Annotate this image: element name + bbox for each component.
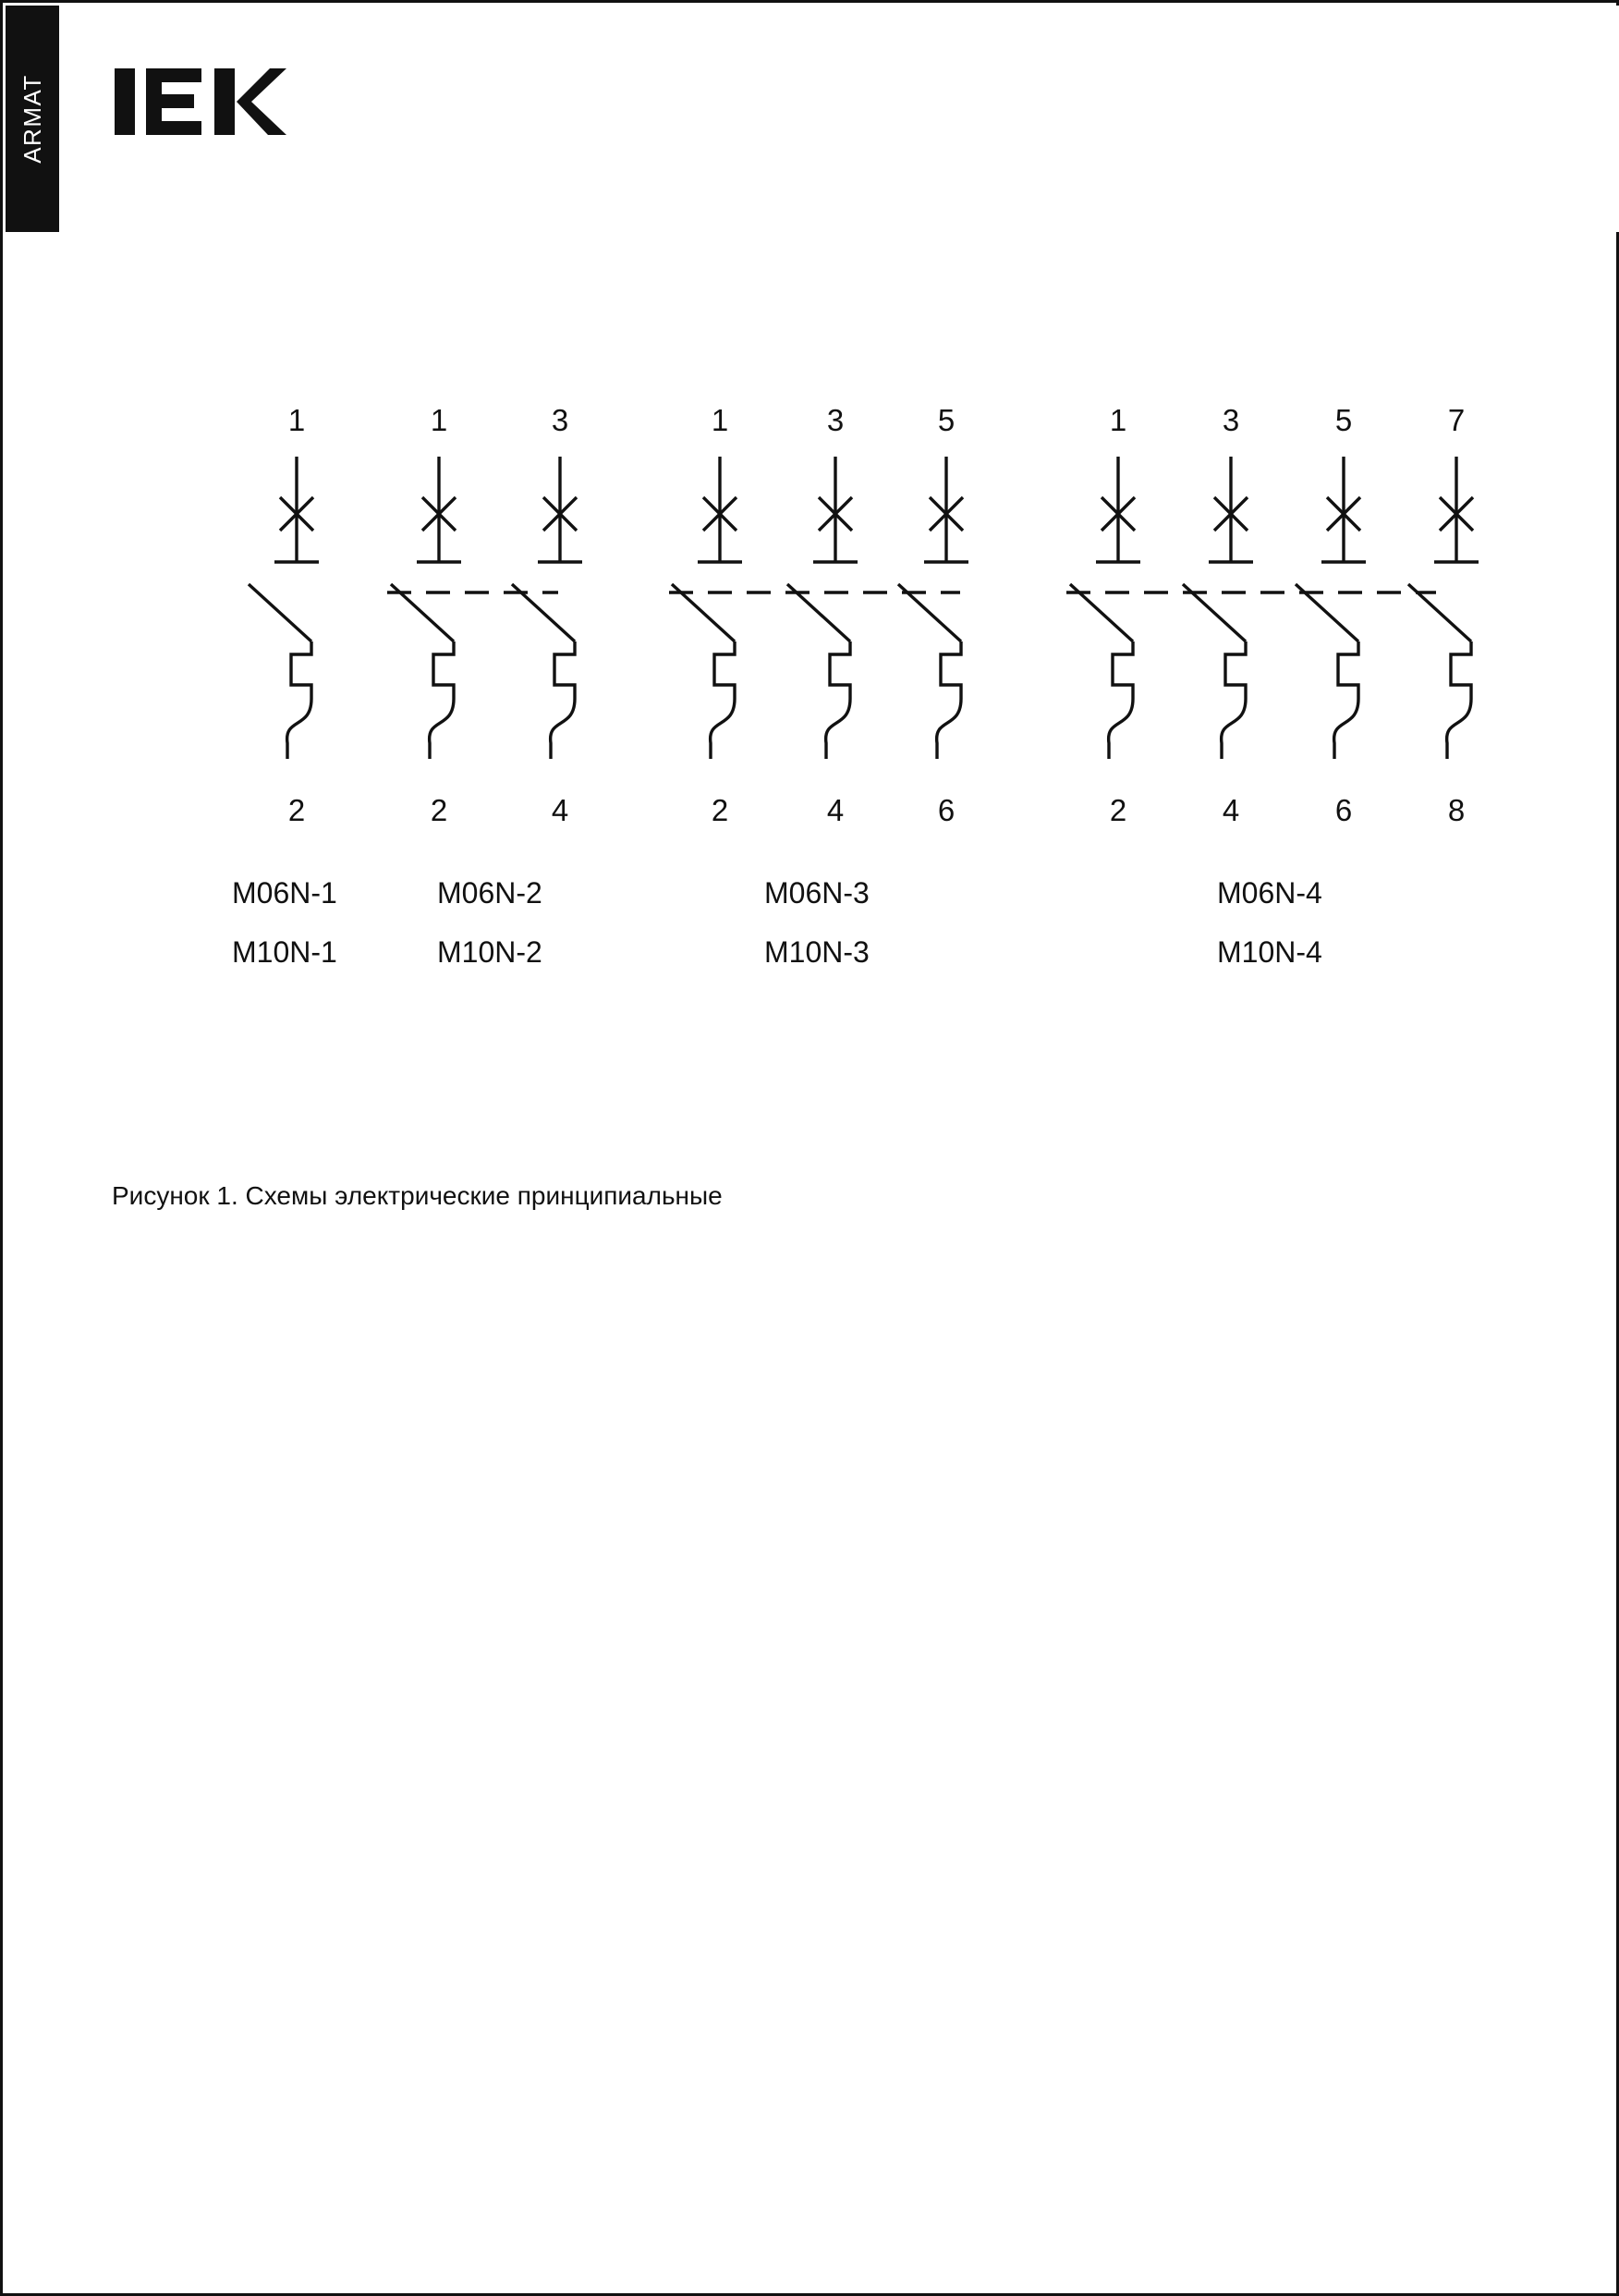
- terminal-label-top: 3: [1222, 403, 1240, 437]
- terminal-label-bottom: 4: [551, 793, 569, 827]
- terminal-label-top: 3: [551, 403, 569, 437]
- logo-header: [59, 6, 1619, 232]
- terminal-label-top: 1: [430, 403, 448, 437]
- terminal-label-bottom: 2: [711, 793, 729, 827]
- terminal-label-top: 3: [826, 403, 845, 437]
- model-label-06: M06N-1: [232, 876, 337, 910]
- terminal-label-bottom: 2: [287, 793, 306, 827]
- model-label-06: M06N-2: [437, 876, 542, 910]
- terminal-label-bottom: 6: [1334, 793, 1353, 827]
- model-label-10: M10N-2: [437, 935, 542, 969]
- pole-group-3: [669, 403, 968, 969]
- terminal-label-bottom: 4: [826, 793, 845, 827]
- iek-logo-icon: [111, 57, 286, 145]
- model-label-10: M10N-1: [232, 935, 337, 969]
- schematic-diagram: [59, 232, 1619, 2296]
- brand-sidebar-tab: [6, 6, 59, 232]
- terminal-label-top: 7: [1447, 403, 1466, 437]
- brand-series-label: ARMAT: [18, 74, 46, 164]
- model-label-06: M06N-3: [764, 876, 870, 910]
- terminal-label-bottom: 2: [430, 793, 448, 827]
- pole-group-2: [387, 403, 582, 969]
- model-label-10: M10N-4: [1217, 935, 1322, 969]
- terminal-label-top: 1: [711, 403, 729, 437]
- pole-group-1: [232, 403, 337, 969]
- model-label-10: M10N-3: [764, 935, 870, 969]
- terminal-label-top: 1: [287, 403, 306, 437]
- terminal-label-bottom: 8: [1447, 793, 1466, 827]
- terminal-label-bottom: 6: [937, 793, 956, 827]
- pole-group-4: [1066, 403, 1479, 969]
- terminal-label-bottom: 4: [1222, 793, 1240, 827]
- terminal-label-top: 5: [1334, 403, 1353, 437]
- terminal-label-top: 5: [937, 403, 956, 437]
- model-label-06: M06N-4: [1217, 876, 1322, 910]
- schematic-svg: [59, 232, 1619, 1341]
- terminal-label-bottom: 2: [1109, 793, 1127, 827]
- figure-caption: Рисунок 1. Схемы электрические принципиальные: [112, 1181, 723, 1210]
- terminal-label-top: 1: [1109, 403, 1127, 437]
